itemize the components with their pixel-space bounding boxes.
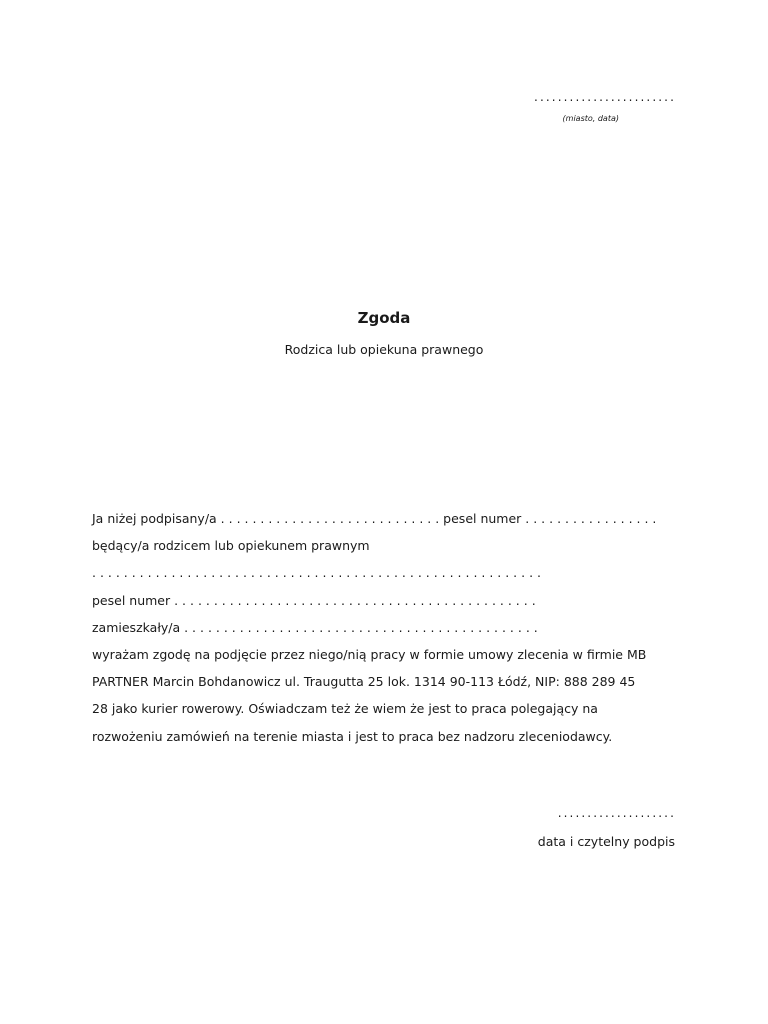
signature-caption: data i czytelny podpis <box>537 834 675 849</box>
place-date-field: ........................ <box>534 90 676 104</box>
body-line-consent-2: PARTNER Marcin Bohdanowicz ul. Traugutta 25 lok. 1314 90-113 Łódź, NIP: 888 289 45 <box>92 674 636 690</box>
place-date-caption: (miasto, data) <box>562 114 619 123</box>
signature-field: .................... <box>557 806 676 820</box>
document-subtitle: Rodzica lub opiekuna prawnego <box>284 342 484 357</box>
body-line-pesel: pesel numer . . . . . . . . . . . . . . . . . . . . . . . . . . . . . . . . . . . . . . . . . . . . . . <box>92 592 536 608</box>
body-line-consent-3: 28 jako kurier rowerowy. Oświadczam też że wiem że jest to praca polegający na <box>92 701 598 717</box>
document-title: Zgoda <box>357 309 411 327</box>
body-line-consent-4: rozwożeniu zamówień na terenie miasta i jest to praca bez nadzoru zleceniodawcy. <box>92 728 613 744</box>
body-line-address: zamieszkały/a . . . . . . . . . . . . . . . . . . . . . . . . . . . . . . . . . . . . . . . . . . . . . <box>92 619 538 635</box>
body-line-consent-1: wyrażam zgodę na podjęcie przez niego/nią pracy w formie umowy zlecenia w firmie MB <box>92 647 647 663</box>
body-line-signatory: Ja niżej podpisany/a . . . . . . . . . . . . . . . . . . . . . . . . . . . . pesel numer . . . . . . . . . . . . . . . . . <box>92 511 657 526</box>
consent-body <box>92 505 682 750</box>
body-line-guardian-name: . . . . . . . . . . . . . . . . . . . . . . . . . . . . . . . . . . . . . . . . . . . . . . . . . . . . . . . . . <box>92 565 541 581</box>
body-line-role: będący/a rodzicem lub opiekunem prawnym <box>92 538 370 554</box>
